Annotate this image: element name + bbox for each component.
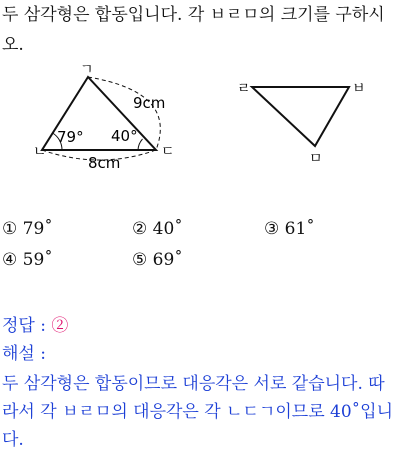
answer-label: 정답 : [2,316,46,336]
option-value: 40˚ [152,219,183,239]
option-number: ② [132,219,148,239]
option-value: 61˚ [284,219,315,239]
vertex-label-right-tri-left: ㄹ [237,81,251,97]
answer-line [2,314,68,338]
vertex-label-top: ㄱ [80,62,94,78]
question-text: 두 삼각형은 합동입니다. 각 ㅂㄹㅁ의 크기를 구하시오. [2,5,385,55]
option-number: ④ [2,250,18,270]
option-number: ③ [264,219,280,239]
option-1[interactable] [2,219,53,239]
option-value: 69˚ [152,250,183,270]
vertex-label-left: ㄴ [33,144,47,160]
option-value: 59˚ [22,250,53,270]
angle-right-label: 40° [111,127,138,145]
vertex-label-right-tri-bottom: ㅁ [309,151,323,167]
option-number: ⑤ [132,250,148,270]
option-3[interactable] [264,219,315,239]
angle-left-label: 79° [57,128,84,146]
side-bottom-label: 8cm [88,154,121,172]
option-2[interactable] [132,219,183,239]
side-right-label: 9cm [133,94,166,112]
angle-right-arc [138,139,143,150]
figure [0,60,400,180]
vertex-label-right-tri-right: ㅂ [352,81,366,97]
option-value: 79˚ [22,219,53,239]
option-number: ① [2,219,18,239]
explanation-text: 두 삼각형은 합동이므로 대응각은 서로 같습니다. 따라서 각 ㅂㄹㅁ의 대응각은 각 ㄴㄷㄱ이므로 40˚입니다. [2,374,393,450]
explanation-label: 해설 : [2,344,46,364]
answer-value: ② [51,316,69,336]
right-triangle [252,87,349,146]
vertex-label-right: ㄷ [161,144,175,160]
option-4[interactable] [2,250,53,270]
congruent-triangles-figure [0,60,400,180]
option-5[interactable] [132,250,183,270]
